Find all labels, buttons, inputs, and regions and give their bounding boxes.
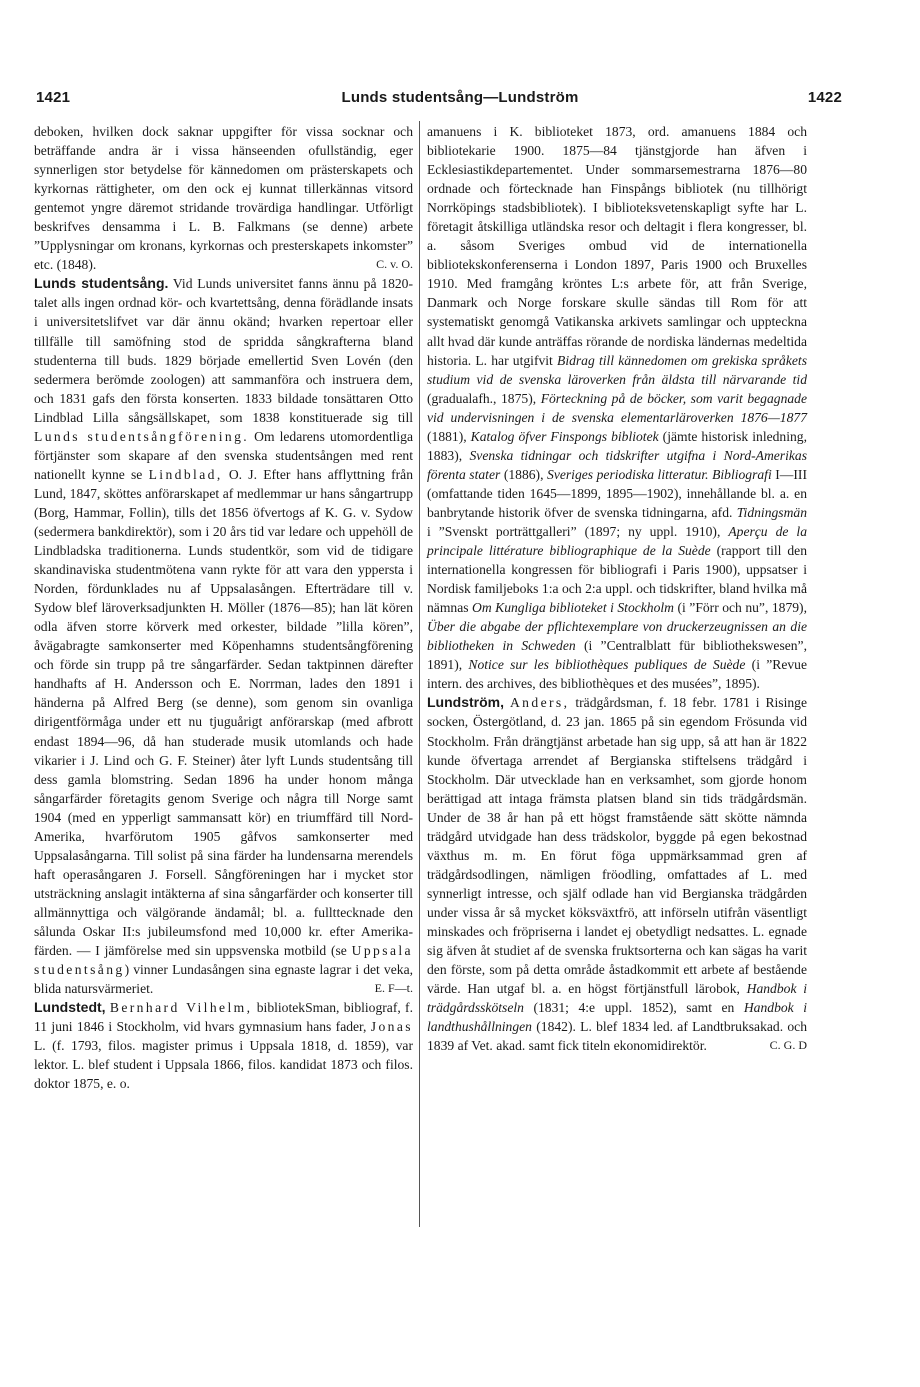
work-title: Om Kungliga biblioteket i Stockholm xyxy=(472,600,674,616)
work-title: Bidrag till kännedomen om grekiska språkets studium vid de svenska läroverken från äldsta till närvarande tid xyxy=(427,352,807,387)
right-column xyxy=(427,122,807,1055)
work-title: Notice sur les bibliothèques publiques de Suède xyxy=(468,657,746,673)
work-title: Förteckning på de böcker, som varit begagnade vid undervisningen i de svenska elementarläroverken 1876—1877 xyxy=(427,390,807,425)
page-number-right: 1422 xyxy=(807,89,842,106)
column-divider xyxy=(419,121,420,1227)
work-title: Tidningsmän xyxy=(736,504,807,520)
signature: C. G. D xyxy=(769,1038,807,1053)
entry-lunds-studentsang: Lunds studentsång. Vid Lunds universitet fanns ännu på 1820-talet alls ingen ordnad kör- och kvartettsång, denna förädlande insats i universitetslifvet var där ännu okänd; hvarken repertoar eller tillfälle till samöfning stod de spridda sångkrafterna bland studenterna till buds. 1829 började emellertid Sven Lovén (den sedermera berömde zoologen) att sammanföra och instruera dem, och 1831 gafs den första konserten. 1833 bildade tonsättaren Otto Lindblad Lilla sångsällskapet, som 1838 konstituerade sig till Lunds studentsångförening. Om ledarens utomordentliga förtjänster som skapare af den svenska studentsången med rent nationellt kynne se Lindblad, O. J. Efter hans afflyttning från Lund, 1847, sköttes anförarskapet af medlemmar ur hans sångartrupp (Borg, Hammar, Follin), tills det 1856 öfvertogs af K. G. v. Sydow (sedermera bankdirektör), som i 20 års tid var ledare och uppehöll de Lindbladska traditionerna. Lunds studentkör, som vid de tidigare skandinaviska studentmötena vann rykte för att vara den yppersta i Norden, fördunklades nu af Uppsalasången. Efterträdare till v. Sydow blef läroverksadjunkten H. Möller (1876—85); han lät kören odla äfven storre körverk med orkester, bildade ”lilla kören”, åvägabragte samkonserter med Köpenhamns studentsångförening och förde sin trupp på tre sångarfärder. Sedan taktpinnen därefter handhafts af H. Andersson och E. Norrman, lades den 1891 i händerna på Alfred Berg (se denne), som genom sin ovanliga dirigentförmåga under ett nu tjuguårigt anförarskap (med afbrott endast 1894—96, då han studerade musik utomlands och hade vikarier i J. Lind och G. F. Steiner) åter lyft Lunds studentsång till dess gamla blomstring. Sedan 1896 ha under honom många sångarfärder företagits genom Sverige och några till Norge samt 1904 (med en ypperligt sammansatt kör) en triumffärd till Nord-Amerika, hvarförutom 1905 gåfvos samkonserter med Uppsalasångarna. Till solist på sina färder ha lundensarna merendels haft operasångaren J. Forsell. Sångföreningen har i mycket stor utsträckning anslagit intäkterna af sina sångarfärder och konserter till allmännyttiga och välgörande ändamål; bl. a. fullttecknade den sålunda Oskar II:s jubileumsfond med 10,000 kr. efter Amerika-färden. — I jämförelse med sin uppsvenska motbild (se Uppsala studentsång) vinner Lundasången sina egnaste lagrar i det veka, blida natursvärmeriet. E. F—t. xyxy=(34,274,413,998)
entry-headword: Lundström, xyxy=(427,694,504,711)
work-title: Sveriges periodiska litteratur. Bibliografi xyxy=(547,466,772,482)
entry-headword: Lundstedt, xyxy=(34,999,106,1016)
work-title: Katalog öfver Finspongs bibliotek xyxy=(470,428,659,444)
work-title: Über die abgabe der pflichtexemplare von druckerzeugnissen an die bibliotheken in Schweden xyxy=(427,619,807,654)
work-title: Handbok i landthushållningen xyxy=(427,1000,807,1035)
work-title: Svenska tidningar och tidskrifter utgifna i Nord-Amerikas förenta stater xyxy=(427,447,807,482)
entry-lundstedt: Lundstedt, Bernhard Vilhelm, bibliotekSman, bibliograf, f. 11 juni 1846 i Stockholm, vid hvars gymnasium hans fader, Jonas L. (f. 1793, filos. magister primus i Uppsala 1818, d. 1859), var lektor. L. blef student i Uppsala 1866, filos. kandidat 1873 och filos. doktor 1875, e. o. xyxy=(34,999,413,1092)
entry-lundstrom: Lundström, Anders, trädgårdsman, f. 18 febr. 1781 i Risinge socken, Östergötland, d. 23 jan. 1865 på sin egendom Frösunda vid Stockholm. Från drängtjänst arbetade han sig upp, så att han är 1822 kunde öfvertaga arrendet af Bergianska stiftelsens trädgård i Stockholm. Där utvecklade han en verksamhet, som gjorde honom berättigad att intaga främsta platsen bland sin tids trädgårdsmän. Under de 38 år han på ett högst framstående sätt skötte nämnda trädgård utvidgade han dess trädskolor, byggde på egen bekostnad växthus m. m. En förut föga uppmärksammad gren af trädgårdsodlingen, nämligen fröodling, omfattades af L. med synnerligt intresse, och själf odlade han vid Bergianska trädgården under vissa år så mycket köksväxtfrö, att införseln utifrån väsentligt minskades och fröpriserna i landet ej obetydligt nedsattes. L. egnade sig äfven åt studiet af de svenska fruktsorterna och kan sägas ha varit den förste, som på detta område åstadkommit ett arbete af bestående värde. Han utgaf bl. a. en högst förtjänstfull lärobok, Handbok i trädgårdsskötseln (1831; 4:e uppl. 1852), samt en Handbok i landthushållningen (1842). L. blef 1834 led. af Landtbruksakad. och 1839 af Vet. akad. samt fick titeln ekonomidirektör. C. G. D xyxy=(427,693,807,1055)
signature: C. v. O. xyxy=(376,257,413,272)
signature: E. F—t. xyxy=(374,981,413,996)
work-title: Handbok i trädgårdsskötseln xyxy=(427,981,807,1016)
running-title: Lunds studentsång—Lundström xyxy=(341,89,579,106)
entry-lundstedt-continued: amanuens i K. biblioteket 1873, ord. amanuens 1884 och bibliotekarie 1900. 1875—84 tjänstgjorde han äfven i Ecklesiastikdepartementet. Under sommarsemestrarna 1876—80 ordnade och förtecknade han Finspångs bibliotek (nu tillhörigt Norrköpings stadsbibliotek). I biblioteksvetenskapligt syfte har L. företagit åtskilliga utländska resor och deltagit i flera kongresser, bl. a. såsom Sveriges ombud vid de internationella bibliotekskonferenserna i London 1897, Paris 1900 och Bruxelles 1910. Med framgång kröntes L:s arbete för, att från Sverige, Danmark och Norge forskare skulle sändas till Rom för att systematiskt genomgå Vatikanska arkivets samlingar och uppteckna allt hvad där kunde anträffas rörande de nordiska ländernas medeltida historia. L. har utgifvit Bidrag till kännedomen om grekiska språkets studium vid de svenska läroverken från äldsta till närvarande tid (gradualafh., 1875), Förteckning på de böcker, som varit begagnade vid undervisningen i de svenska elementarläroverken 1876—1877 (1881), Katalog öfver Finspongs bibliotek (jämte historisk inledning, 1883), Svenska tidningar och tidskrifter utgifna i Nord-Amerikas förenta stater (1886), Sveriges periodiska litteratur. Bibliografi I—III (omfattande tiden 1645—1899, 1895—1902), innehållande bl. a. en banbrytande historik öfver de svenska tidningarna, afd. Tidningsmän i ”Svenskt porträttgalleri” (1897; ny uppl. 1910), Aperçu de la principale littérature bibliographique de la Suède (rapport till den internationella kongressen för bibliografi i Paris 1900), uppsatser i Nordisk familjeboks 1:a och 2:a uppl. och tidskrifter, bland hvilka må nämnas Om Kungliga biblioteket i Stockholm (i ”Förr och nu”, 1879), Über die abgabe der pflichtexemplare von druckerzeugnissen an die bibliotheken in Schweden (i ”Centralblatt für bibliothekswesen”, 1891), Notice sur les bibliothèques publiques de Suède (i ”Revue intern. des archives, des bibliothèques et des musées”, 1895). xyxy=(427,124,808,692)
page-number-left: 1421 xyxy=(36,89,71,106)
left-column xyxy=(34,122,413,1093)
entry-headword: Lunds studentsång. xyxy=(34,275,169,292)
paragraph-continuation: deboken, hvilken dock saknar uppgifter för vissa socknar och beträffande andra är i vissa hänseenden ofullständig, eger synnerligen stor betydelse för kännedomen om prästerskapets och kyrkornas rättigheter, om den ock ej kunnat tillerkännas vitsord gentemot yngre däremot stridande trovärdiga handlingar. Utförligt beskrifves densamma i L. B. Falkmans (se denne) arbete ”Upplysningar om kronans, kyrkornas och presterskapets inkomster” etc. (1848). C. v. O. xyxy=(34,122,413,274)
work-title: Aperçu de la principale littérature bibliographique de la Suède xyxy=(427,523,807,559)
